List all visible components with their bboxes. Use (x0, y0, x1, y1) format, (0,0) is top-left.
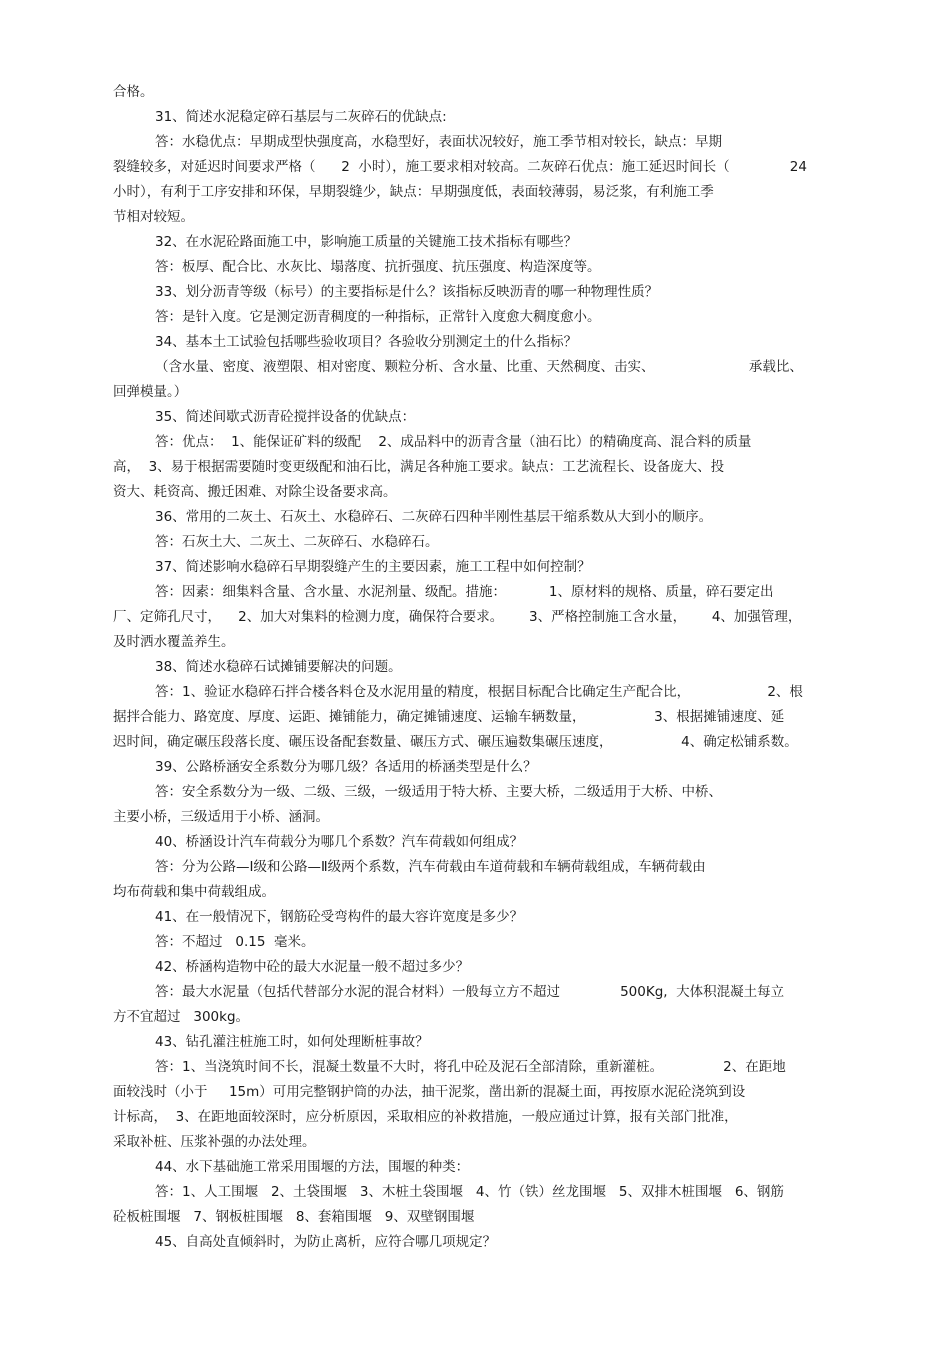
answer-43: 答：1、当浇筑时间不长，混凝土数量不大时，将孔中砼及泥石全部清除，重新灌桩。 2、在距地 (155, 1059, 786, 1075)
text-line: 资大、耗资高、搬迁困难、对除尘设备要求高。 (113, 484, 397, 500)
answer-36: 答：石灰土大、二灰土、二灰碎石、水稳碎石。 (155, 534, 439, 550)
text-line: 厂、定筛孔尺寸， 2、加大对集料的检测力度，确保符合要求。 3、严格控制施工含水量， 4、加强管理， (113, 609, 802, 625)
question-40: 40、桥涵设计汽车荷载分为哪几个系数？汽车荷载如何组成？ (155, 834, 524, 850)
question-44: 44、水下基础施工常采用围堰的方法，围堰的种类： (155, 1159, 470, 1175)
answer-38: 答：1、验证水稳碎石拌合楼各料仓及水泥用量的精度，根据目标配合比确定生产配合比， 2、根 (155, 684, 803, 700)
text-line: 小时），有利于工序安排和环保，早期裂缝少，缺点：早期强度低，表面较薄弱，易泛浆，有利施工季 (113, 184, 714, 200)
question-41: 41、在一般情况下，钢筋砼受弯构件的最大容许宽度是多少？ (155, 909, 524, 925)
question-37: 37、简述影响水稳碎石早期裂缝产生的主要因素，施工工程中如何控制？ (155, 559, 591, 575)
question-34: 34、基本土工试验包括哪些验收项目？各验收分别测定土的什么指标？ (155, 334, 578, 350)
text-line: 回弹模量。） (113, 384, 188, 400)
text-line: 计标高， 3、在距地面较深时，应分析原因，采取相应的补救措施，一般应通过计算，报有关部门批准， (113, 1109, 738, 1125)
answer-37: 答：因素：细集料含量、含水量、水泥剂量、级配。措施： 1、原材料的规格、质量，碎石要定出 (155, 584, 774, 600)
text-line: 砼板桩围堰 7、钢板桩围堰 8、套箱围堰 9、双壁钢围堰 (113, 1209, 475, 1225)
question-32: 32、在水泥砼路面施工中，影响施工质量的关键施工技术指标有哪些？ (155, 234, 578, 250)
text-line: 据拌合能力、路宽度、厚度、运距、摊铺能力，确定摊铺速度、运输车辆数量， 3、根据摊铺速度、延 (113, 709, 785, 725)
answer-39: 答：安全系数分为一级、二级、三级，一级适用于特大桥、主要大桥，二级适用于大桥、中桥、 (155, 784, 722, 800)
text-line: 迟时间，确定碾压段落长度、碾压设备配套数量、碾压方式、碾压遍数集碾压速度， 4、确定松铺系数。 (113, 734, 798, 750)
text-line: 采取补桩、压浆补强的办法处理。 (113, 1134, 316, 1150)
answer-33: 答：是针入度。它是测定沥青稠度的一种指标，正常针入度愈大稠度愈小。 (155, 309, 601, 325)
question-35: 35、简述间歇式沥青砼搅拌设备的优缺点： (155, 409, 416, 425)
question-43: 43、钻孔灌注桩施工时，如何处理断桩事故？ (155, 1034, 429, 1050)
text-line: 节相对较短。 (113, 209, 194, 225)
text-line: 方不宜超过 300kg。 (113, 1009, 250, 1025)
text-line: 合格。 (113, 84, 154, 100)
question-38: 38、简述水稳碎石试摊铺要解决的问题。 (155, 659, 402, 675)
text-line: 面较浅时（小于 15m）可用完整钢护筒的办法，抽干泥浆，凿出新的混凝土面，再按原水泥砼浇筑到设 (113, 1084, 746, 1100)
question-39: 39、公路桥涵安全系数分为哪几级？各适用的桥涵类型是什么？ (155, 759, 537, 775)
answer-41: 答：不超过 0.15 毫米。 (155, 934, 315, 950)
answer-32: 答：板厚、配合比、水灰比、塌落度、抗折强度、抗压强度、构造深度等。 (155, 259, 601, 275)
answer-34: （含水量、密度、液塑限、相对密度、颗粒分析、含水量、比重、天然稠度、击实、 承载比、 (155, 359, 803, 375)
question-45: 45、自高处直倾斜时，为防止离析，应符合哪几项规定？ (155, 1234, 497, 1250)
question-42: 42、桥涵构造物中砼的最大水泥量一般不超过多少？ (155, 959, 470, 975)
question-31: 31、简述水泥稳定碎石基层与二灰碎石的优缺点: (155, 109, 447, 125)
text-line: 裂缝较多，对延迟时间要求严格（ 2 小时），施工要求相对较高。二灰碎石优点：施工延迟时间长（ 24 (113, 159, 807, 175)
text-line: 高， 3、易于根据需要随时变更级配和油石比，满足各种施工要求。缺点：工艺流程长、设备庞大、投 (113, 459, 725, 475)
text-line: 主要小桥，三级适用于小桥、涵洞。 (113, 809, 329, 825)
answer-40: 答：分为公路—Ⅰ级和公路—Ⅱ级两个系数，汽车荷载由车道荷载和车辆荷载组成，车辆荷载由 (155, 859, 706, 875)
text-line: 均布荷载和集中荷载组成。 (113, 884, 275, 900)
answer-35: 答：优点： 1、能保证矿料的级配 2、成品料中的沥青含量（油石比）的精确度高、混合料的质量 (155, 434, 752, 450)
answer-42: 答：最大水泥量（包括代替部分水泥的混合材料）一般每立方不超过 500Kg, 大体积混凝土每立 (155, 984, 785, 1000)
answer-44: 答：1、人工围堰 2、土袋围堰 3、木桩土袋围堰 4、竹（铁）丝龙围堰 5、双排木桩围堰 6、钢筋 (155, 1184, 784, 1200)
question-36: 36、常用的二灰土、石灰土、水稳碎石、二灰碎石四种半刚性基层干缩系数从大到小的顺序。 (155, 509, 713, 525)
question-33: 33、划分沥青等级（标号）的主要指标是什么？该指标反映沥青的哪一种物理性质？ (155, 284, 659, 300)
answer-31: 答：水稳优点：早期成型快强度高，水稳型好，表面状况较好，施工季节相对较长，缺点：早期 (155, 134, 722, 150)
text-line: 及时洒水覆盖养生。 (113, 634, 235, 650)
